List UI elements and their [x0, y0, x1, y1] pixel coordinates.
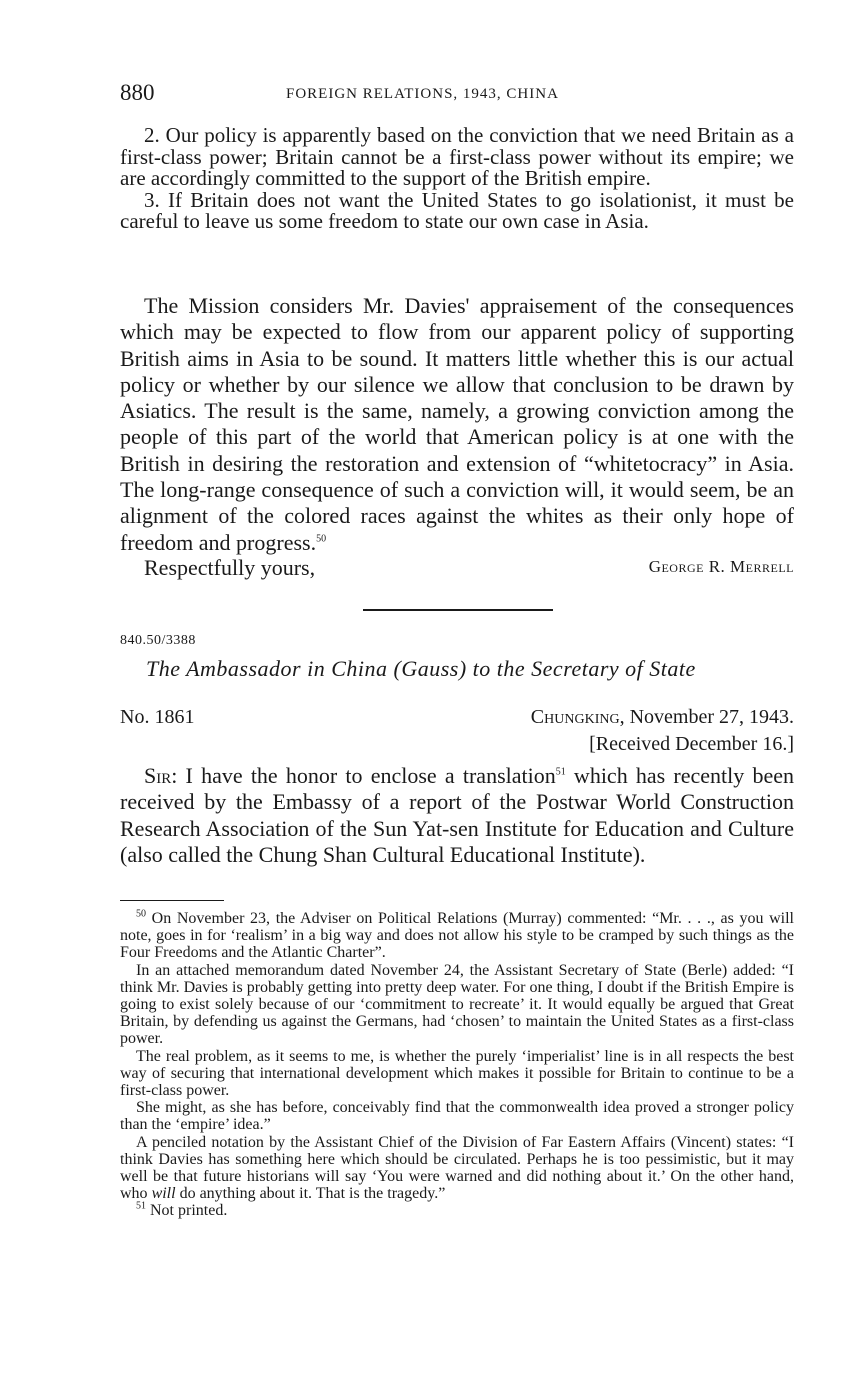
dispatch-date: , November 27, 1943. — [619, 706, 794, 728]
footnote-marker-51: 51 — [136, 1201, 146, 1213]
salutation: Sir — [144, 763, 172, 788]
letter-body-text-b: which has recently been received by the Embassy of a report of the Postwar World Construction Research Association of the Sun Yat-sen Institute for Education and Culture (also called the Chung Shan Cultural Educational Institute). — [120, 763, 794, 867]
footnote-51-text: Not printed. — [150, 1202, 228, 1220]
footnote-51 — [120, 1202, 794, 1219]
received-date: [Received December 16.] — [589, 733, 794, 755]
letter-body-text-a: : I have the honor to enclose a translation — [171, 763, 556, 788]
footnote-50-p3: The real problem, as it seems to me, is whether the purely ‘imperialist’ line is in all respects the best way of securing that international development which makes it possible for Britain to continue to be a first-class power. — [120, 1047, 794, 1100]
point-3: 3. If Britain does not want the United States to go isolationist, it must be careful to leave us some freedom to state our own case in Asia. — [120, 187, 794, 233]
footnote-50-emphasis: will — [151, 1185, 176, 1203]
closing: Respectfully yours, — [144, 555, 316, 580]
footnote-50-text-5b: do anything about it. That is the tragedy.” — [175, 1185, 446, 1203]
footnote-50-p5 — [120, 1134, 794, 1203]
point-2: 2. Our policy is apparently based on the conviction that we need Britain as a first-class power; Britain cannot be a first-class power without its empire; we are accordingly committed to the support of the British empire. — [120, 123, 794, 190]
footnote-ref-51: 51 — [555, 766, 566, 778]
footnote-50-p1 — [120, 910, 794, 962]
document-title: The Ambassador in China (Gauss) to the Secretary of State — [146, 656, 696, 681]
file-number: 840.50/3388 — [120, 633, 196, 648]
mission-paragraph — [120, 293, 794, 556]
mission-paragraph-text: The Mission considers Mr. Davies' appraisement of the consequences which may be expected to flow from our apparent policy of supporting British aims in Asia to be sound. It matters little whether this is our actual policy or whether by our silence we allow that conclusion to be drawn by Asiatics. The result is the same, namely, a growing conviction among the people of this part of the world that American policy is at one with the British in desiring the restoration and extension of “whitetocracy” in Asia. The long-range consequence of such a conviction will, it would seem, be an alignment of the colored races against the whites as their only hope of freedom and progress. — [120, 293, 794, 555]
dispatch-number: No. 1861 — [120, 706, 195, 728]
page-header — [120, 80, 794, 110]
page-number: 880 — [120, 80, 155, 105]
letter-body — [120, 763, 794, 868]
footnotes — [120, 910, 794, 1220]
dispatch-heading — [120, 704, 794, 758]
section-divider — [363, 609, 553, 611]
dispatch-place: Chungking — [530, 706, 620, 728]
footnote-50-p4: She might, as she has before, conceivably find that the commonwealth idea proved a stronger policy than the ‘empire’ idea.” — [120, 1099, 794, 1134]
signoff — [120, 555, 794, 581]
footnote-marker-50: 50 — [136, 908, 146, 920]
footnote-divider — [120, 900, 224, 901]
footnote-50-p2: In an attached memorandum dated November 24, the Assistant Secretary of State (Berle) added: “I think Mr. Davies is probably getting into pretty deep water. For one thing, I doubt if the British Empire is going to exist solely because of our ‘commitment to recreate’ it. It would equally be argued that Great Britain, by defending us against the Germans, had ‘chosen’ to maintain the United States as a first-class power. — [120, 961, 794, 1048]
signature: George R. Merrell — [648, 557, 794, 576]
running-head: FOREIGN RELATIONS, 1943, CHINA — [286, 86, 559, 102]
footnote-50-text-1: On November 23, the Adviser on Political Relations (Murray) commented: “Mr. . . ., as you will note, goes in for ‘realism’ in a big way and does not allow his style to be cramped by such things as the Four Freedoms and the Atlantic Charter”. — [120, 910, 795, 962]
footnote-50-text-5a: A penciled notation by the Assistant Chief of the Division of Far Eastern Affairs (Vincent) states: “I think Davies has something here which should be circulated. Perhaps he is too pessimistic, but it may well be that future historians will say ‘You were warned and did nothing about it.’ On the other hand, who — [120, 1133, 794, 1203]
numbered-points — [120, 125, 794, 233]
footnote-ref-50: 50 — [316, 533, 327, 545]
